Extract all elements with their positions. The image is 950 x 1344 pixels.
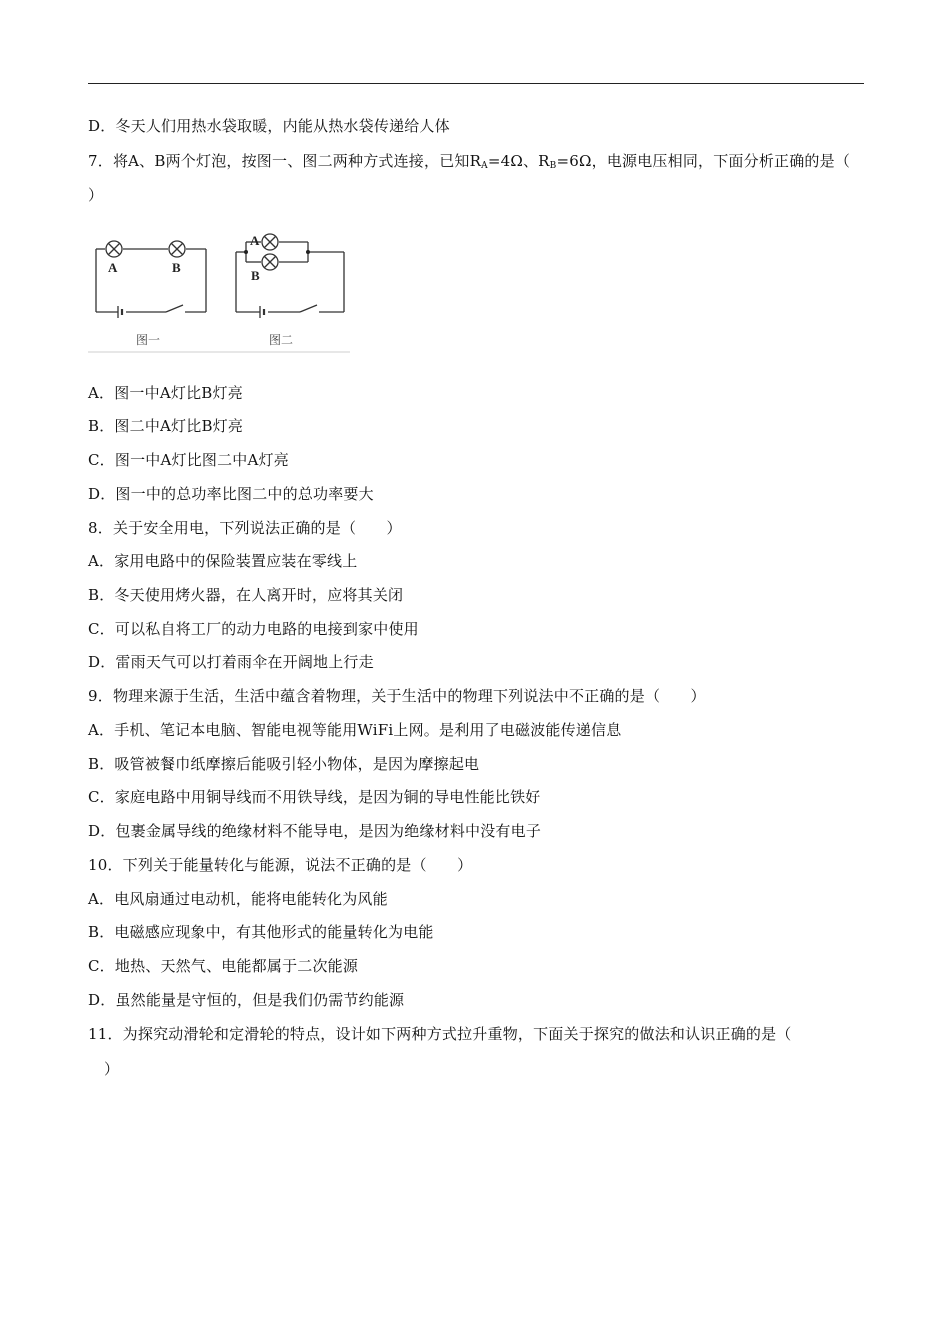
q7-option-d: D．图一中的总功率比图二中的总功率要大 [88, 485, 374, 503]
lamp-a-label-fig1: A [108, 260, 118, 275]
lamp-a-fig1 [106, 241, 122, 257]
q9-option-b: B．吸管被餐巾纸摩擦后能吸引轻小物体，是因为摩擦起电 [88, 755, 480, 773]
q8-stem: 8．关于安全用电，下列说法正确的是（ ） [88, 519, 402, 537]
q10-option-a: A．电风扇通过电动机，能将电能转化为风能 [88, 890, 388, 908]
q7-option-c: C．图一中A灯比图二中A灯亮 [88, 451, 289, 469]
q9-option-a: A．手机、笔记本电脑、智能电视等能用WiFi上网。是利用了电磁波能传递信息 [88, 721, 622, 739]
figure-2-caption: 图二 [269, 333, 294, 347]
q6-option-d: D．冬天人们用热水袋取暖，内能从热水袋传递给人体 [88, 117, 450, 135]
q10-option-c: C．地热、天然气、电能都属于二次能源 [88, 957, 359, 975]
lamp-b-fig2 [262, 254, 278, 270]
q11-stem-close: ） [104, 1060, 120, 1078]
circuit-figure [88, 232, 350, 354]
figure-1-caption: 图一 [136, 333, 161, 347]
lamp-a-label-fig2: A [250, 233, 260, 248]
q10-option-d: D．虽然能量是守恒的，但是我们仍需节约能源 [88, 991, 405, 1009]
q7-option-b: B．图二中A灯比B灯亮 [88, 417, 244, 435]
q8-option-a: A．家用电路中的保险装置应装在零线上 [88, 552, 358, 570]
q7-stem: 7．将A、B两个灯泡，按图一、图二两种方式连接，已知$R_A=4\Omega$、$R_B=6\Omega$，电源电压相同，下面分析正确的是（ [88, 152, 851, 171]
q7-option-a: A．图一中A灯比B灯亮 [88, 384, 243, 402]
lamp-b-label-fig2: B [251, 268, 260, 283]
q8-option-b: B．冬天使用烤火器，在人离开时，应将其关闭 [88, 586, 404, 604]
q10-stem: 10．下列关于能量转化与能源，说法不正确的是（ ） [88, 856, 473, 874]
q9-option-c: C．家庭电路中用铜导线而不用铁导线，是因为铜的导电性能比铁好 [88, 788, 541, 806]
q11-stem: 11．为探究动滑轮和定滑轮的特点，设计如下两种方式拉升重物，下面关于探究的做法和认识正确的是（ [88, 1025, 792, 1043]
lamp-b-fig1 [169, 241, 185, 257]
q7-stem-close: ） [88, 186, 104, 204]
q8-option-c: C．可以私自将工厂的动力电路的电接到家中使用 [88, 620, 419, 638]
lamp-b-label-fig1: B [172, 260, 181, 275]
q8-option-d: D．雷雨天气可以打着雨伞在开阔地上行走 [88, 653, 374, 671]
q10-option-b: B．电磁感应现象中，有其他形式的能量转化为电能 [88, 923, 434, 941]
q9-option-d: D．包裹金属导线的绝缘材料不能导电，是因为绝缘材料中没有电子 [88, 822, 542, 840]
header-rule [88, 83, 864, 84]
lamp-a-fig2 [262, 234, 278, 250]
q9-stem: 9．物理来源于生活，生活中蕴含着物理，关于生活中的物理下列说法中不正确的是（ ） [88, 687, 706, 705]
